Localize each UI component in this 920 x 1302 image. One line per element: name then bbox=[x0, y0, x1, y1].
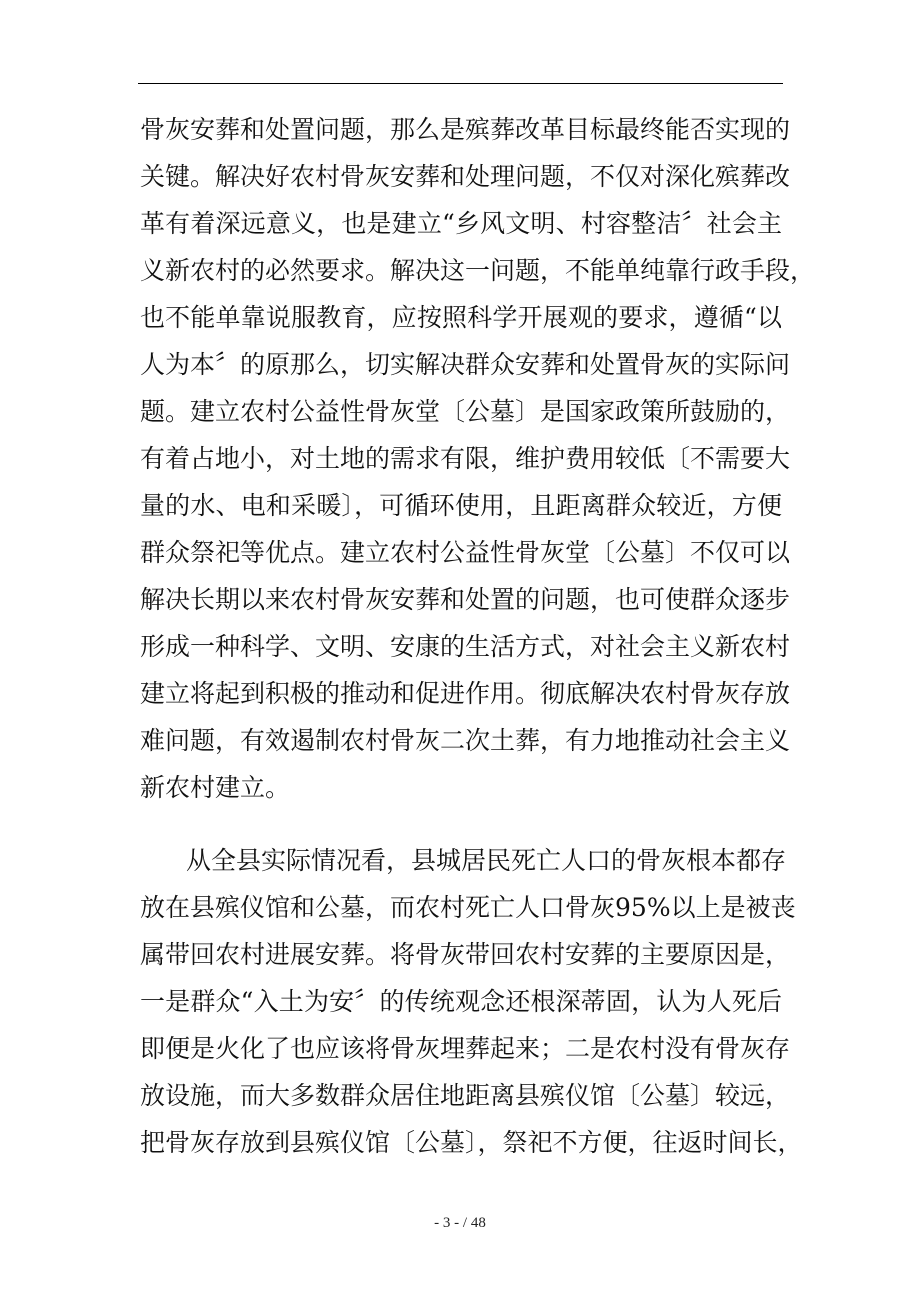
paragraph-1 bbox=[140, 106, 816, 811]
text-line: 属带回农村进展安葬。将骨灰带回农村安葬的主要原因是， bbox=[140, 940, 791, 969]
document-body bbox=[140, 106, 816, 1166]
text-line: 有着占地小，对土地的需求有限，维护费用较低〔不需要大 bbox=[140, 444, 791, 473]
paragraph-2 bbox=[140, 837, 803, 1166]
text-line: 群众祭祀等优点。建立农村公益性骨灰堂〔公墓〕不仅可以 bbox=[140, 538, 791, 567]
text-line: 建立将起到积极的推动和促进作用。彻底解决农村骨灰存放 bbox=[140, 679, 791, 708]
header-rule bbox=[138, 83, 783, 84]
text-line: 量的水、电和采暖〕，可循环使用，且距离群众较近，方便 bbox=[140, 491, 782, 520]
text-line: 关键。解决好农村骨灰安葬和处理问题，不仅对深化殡葬改 bbox=[140, 162, 791, 191]
text-line: 把骨灰存放到县殡仪馆〔公墓〕，祭祀不方便，往返时间长， bbox=[140, 1128, 803, 1157]
text-line: 也不能单靠说服教育，应按照科学开展观的要求，遵循“以 bbox=[140, 303, 782, 332]
text-line: 形成一种科学、文明、安康的生活方式，对社会主义新农村 bbox=[140, 632, 791, 661]
text-line: 义新农村的必然要求。解决这一问题，不能单纯靠行政手段， bbox=[140, 256, 816, 285]
text-line: 放在县殡仪馆和公墓，而农村死亡人口骨灰95%以上是被丧 bbox=[140, 893, 796, 922]
page-number: - 3 - / 48 bbox=[434, 1215, 486, 1231]
text-line: 新农村建立。 bbox=[140, 773, 291, 802]
text-line: 题。建立农村公益性骨灰堂〔公墓〕是国家政策所鼓励的， bbox=[140, 397, 791, 426]
text-line: 一是群众“入土为安〞的传统观念还根深蒂固，认为人死后 bbox=[140, 987, 782, 1016]
text-line: 即便是火化了也应该将骨灰埋葬起来；二是农村没有骨灰存 bbox=[140, 1034, 791, 1063]
text-line: 放设施，而大多数群众居住地距离县殡仪馆〔公墓〕较远， bbox=[140, 1081, 791, 1110]
text-line: 难问题，有效遏制农村骨灰二次土葬，有力地推动社会主义 bbox=[140, 726, 791, 755]
text-line: 骨灰安葬和处置问题，那么是殡葬改革目标最终能否实现的 bbox=[140, 115, 791, 144]
paragraph-spacer bbox=[140, 811, 782, 837]
text-line: 革有着深远意义，也是建立“乡风文明、村容整洁〞社会主 bbox=[140, 209, 782, 238]
text-line: 解决长期以来农村骨灰安葬和处置的问题，也可使群众逐步 bbox=[140, 585, 791, 614]
text-line: 人为本〞的原那么，切实解决群众安葬和处置骨灰的实际问 bbox=[140, 350, 791, 379]
text-line: 从全县实际情况看，县城居民死亡人口的骨灰根本都存 bbox=[186, 846, 787, 875]
